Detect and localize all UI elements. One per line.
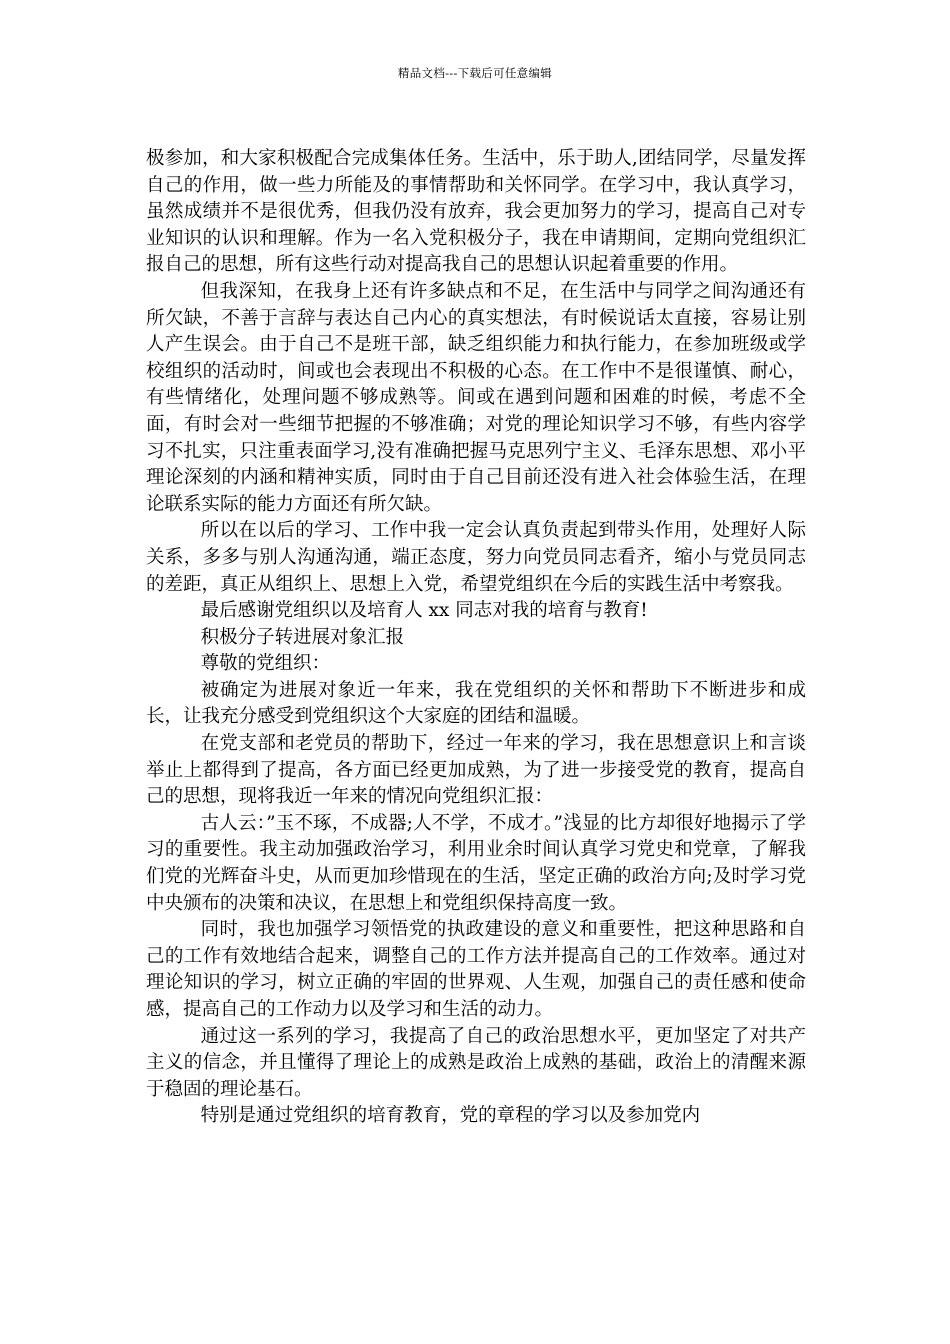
page-header: 精品文档---下载后可任意编辑	[397, 66, 553, 80]
paragraph-continuation: 极参加，和大家积极配合完成集体任务。生活中，乐于助人,团结同学，尽量发挥自己的作用，做一些力所能及的事情帮助和关怀同学。在学习中，我认真学习，虽然成绩并不是很优秀，但我仍没有放弃，我会更加努力的学习，提高自己对专业知识的认识和理解。作为一名入党积极分子，我在申请期间，定期向党组织汇报自己的思想，所有这些行动对提高我自己的思想认识起着重要的作用。	[146, 148, 806, 276]
paragraph-work-method: 同时，我也加强学习领悟党的执政建设的意义和重要性，把这种思路和自己的工作有效地结合起来，调整自己的工作方法并提高自己的工作效率。通过对理论知识的学习，树立正确的牢固的世界观、人生观，加强自己的责任感和使命感，提高自己的工作动力以及学习和生活的动力。	[146, 919, 806, 1020]
paragraph-thanks: 最后感谢党组织以及培育人 xx 同志对我的培育与教育!	[200, 600, 648, 622]
paragraph-shortcomings: 但我深知，在我身上还有许多缺点和不足，在生活中与同学之间沟通还有所欠缺，不善于言辞与表达自己内心的真实想法，有时候说话太直接，容易让别人产生误会。由于自己不是班干部，缺乏组织能力和执行能力，在参加班级或学校组织的活动时，间或也会表现出不积极的心态。在工作中不是很谨慎、耐心，有些情绪化，处理问题不够成熟等。间或在遇到问题和困难的时候，考虑不全面，有时会对一些细节把握的不够准确；对党的理论知识学习不够，有些内容学习不扎实，只注重表面学习,没有准确把握马克思列宁主义、毛泽东思想、邓小平理论深刻的内涵和精神实质，同时由于自己目前还没有进入社会体验生活，在理论联系实际的能力方面还有所欠缺。	[146, 280, 806, 515]
paragraph-belief: 通过这一系列的学习，我提高了自己的政治思想水平，更加坚定了对共产主义的信念，并且懂得了理论上的成熟是政治上成熟的基础，政治上的清醒来源于稳固的理论基石。	[146, 1025, 806, 1100]
paragraph-political-study: 古人云：”玉不琢，不成器;人不学，不成才。”浅显的比方却很好地揭示了学习的重要性。我主动加强政治学习，利用业余时间认真学习党史和党章，了解我们党的光辉奋斗史，从而更加珍惜现在的生活，坚定正确的政治方向;及时学习党中央颁布的决策和决议，在思想上和党组织保持高度一致。	[146, 812, 806, 914]
paragraph-training: 特别是通过党组织的培育教育，党的章程的学习以及参加党内	[200, 1105, 701, 1127]
salutation: 尊敬的党组织：	[200, 653, 331, 675]
report-title: 积极分子转进展对象汇报	[200, 626, 405, 648]
paragraph-progress: 在党支部和老党员的帮助下，经过一年来的学习，我在思想意识上和言谈举止上都得到了提高，各方面已经更加成熟，为了进一步接受党的教育，提高自己的思想，现将我近一年来的情况向党组织汇报：	[146, 733, 806, 808]
paragraph-intro: 被确定为进展对象近一年来，我在党组织的关怀和帮助下不断进步和成长，让我充分感受到党组织这个大家庭的团结和温暖。	[146, 679, 806, 728]
document-body	[146, 146, 806, 1130]
paragraph-future-plan: 所以在以后的学习、工作中我一定会认真负责起到带头作用，处理好人际关系，多多与别人沟通沟通，端正态度，努力向党员同志看齐，缩小与党员同志的差距，真正从组织上、思想上入党，希望党组织在今后的实践生活中考察我。	[146, 520, 806, 595]
